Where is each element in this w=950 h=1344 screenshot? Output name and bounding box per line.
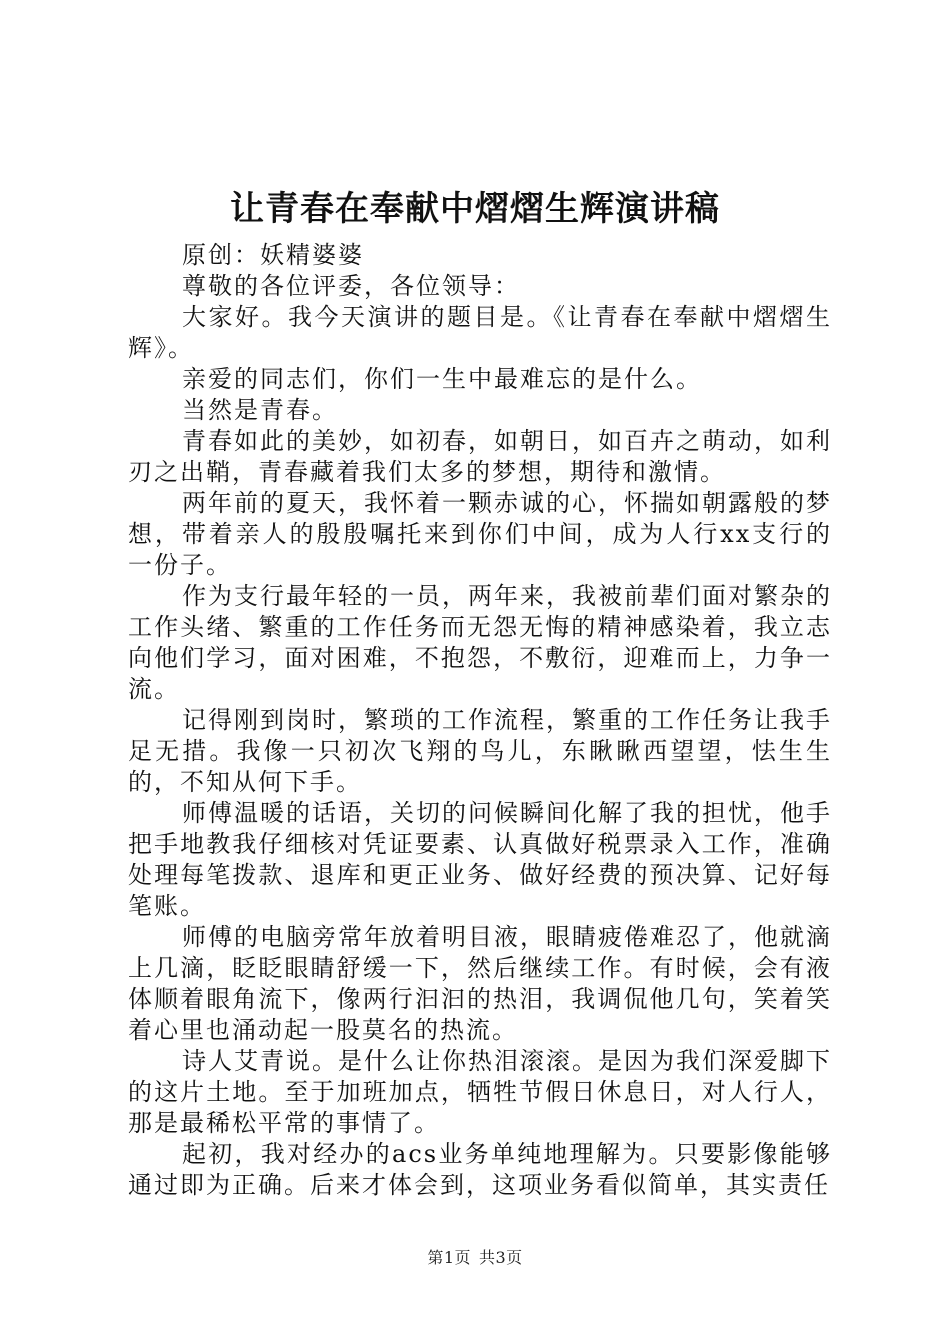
paragraph: 两年前的夏天，我怀着一颗赤诚的心，怀揣如朝露般的梦想，带着亲人的殷殷嘱托来到你们中间，成为人行xx支行的一份子。: [128, 489, 832, 579]
paragraph: 师傅温暖的话语，关切的问候瞬间化解了我的担忧，他手把手地教我仔细核对凭证要素、认真做好税票录入工作，准确处理每笔拨款、退库和更正业务、做好经费的预决算、记好每笔账。: [128, 799, 832, 920]
author-line: 原创：妖精婆婆: [182, 241, 364, 269]
paragraph: 作为支行最年轻的一员，两年来，我被前辈们面对繁杂的工作头绪、繁重的工作任务而无怨无悔的精神感染着，我立志向他们学习，面对困难，不抱怨，不敷衍，迎难而上，力争一流。: [128, 582, 832, 703]
salutation: 尊敬的各位评委，各位领导：: [182, 272, 520, 300]
paragraph: 记得刚到岗时，繁琐的工作流程，繁重的工作任务让我手足无措。我像一只初次飞翔的鸟儿，东瞅瞅西望望，怯生生的，不知从何下手。: [128, 706, 832, 796]
page-number: 第1页: [427, 1248, 471, 1267]
paragraph: 诗人艾青说。是什么让你热泪滚滚。是因为我们深爱脚下的这片土地。至于加班加点，牺牲节假日休息日，对人行人，那是最稀松平常的事情了。: [128, 1047, 832, 1137]
paragraph: 青春如此的美妙，如初春，如朝日，如百卉之萌动，如利刃之出鞘，青春藏着我们太多的梦想，期待和激情。: [128, 427, 832, 486]
paragraph: 当然是青春。: [182, 396, 338, 424]
paragraph: 亲爱的同志们，你们一生中最难忘的是什么。: [182, 365, 702, 393]
document-body: [128, 240, 832, 1201]
page-footer: [0, 1245, 950, 1268]
paragraph: 起初，我对经办的acs业务单纯地理解为。只要影像能够通过即为正确。后来才体会到，这项业务看似简单，其实责任: [128, 1140, 832, 1199]
page-total: 共3页: [479, 1248, 523, 1267]
document-title: 让青春在奉献中熠熠生辉演讲稿: [230, 189, 720, 229]
paragraph: 大家好。我今天演讲的题目是。《让青春在奉献中熠熠生辉》。: [128, 303, 832, 362]
paragraph: 师傅的电脑旁常年放着明目液，眼睛疲倦难忍了，他就滴上几滴，眨眨眼睛舒缓一下，然后继续工作。有时候，会有液体顺着眼角流下，像两行汩汩的热泪，我调侃他几句，笑着笑着心里也涌动起一股莫名的热流。: [128, 923, 832, 1044]
